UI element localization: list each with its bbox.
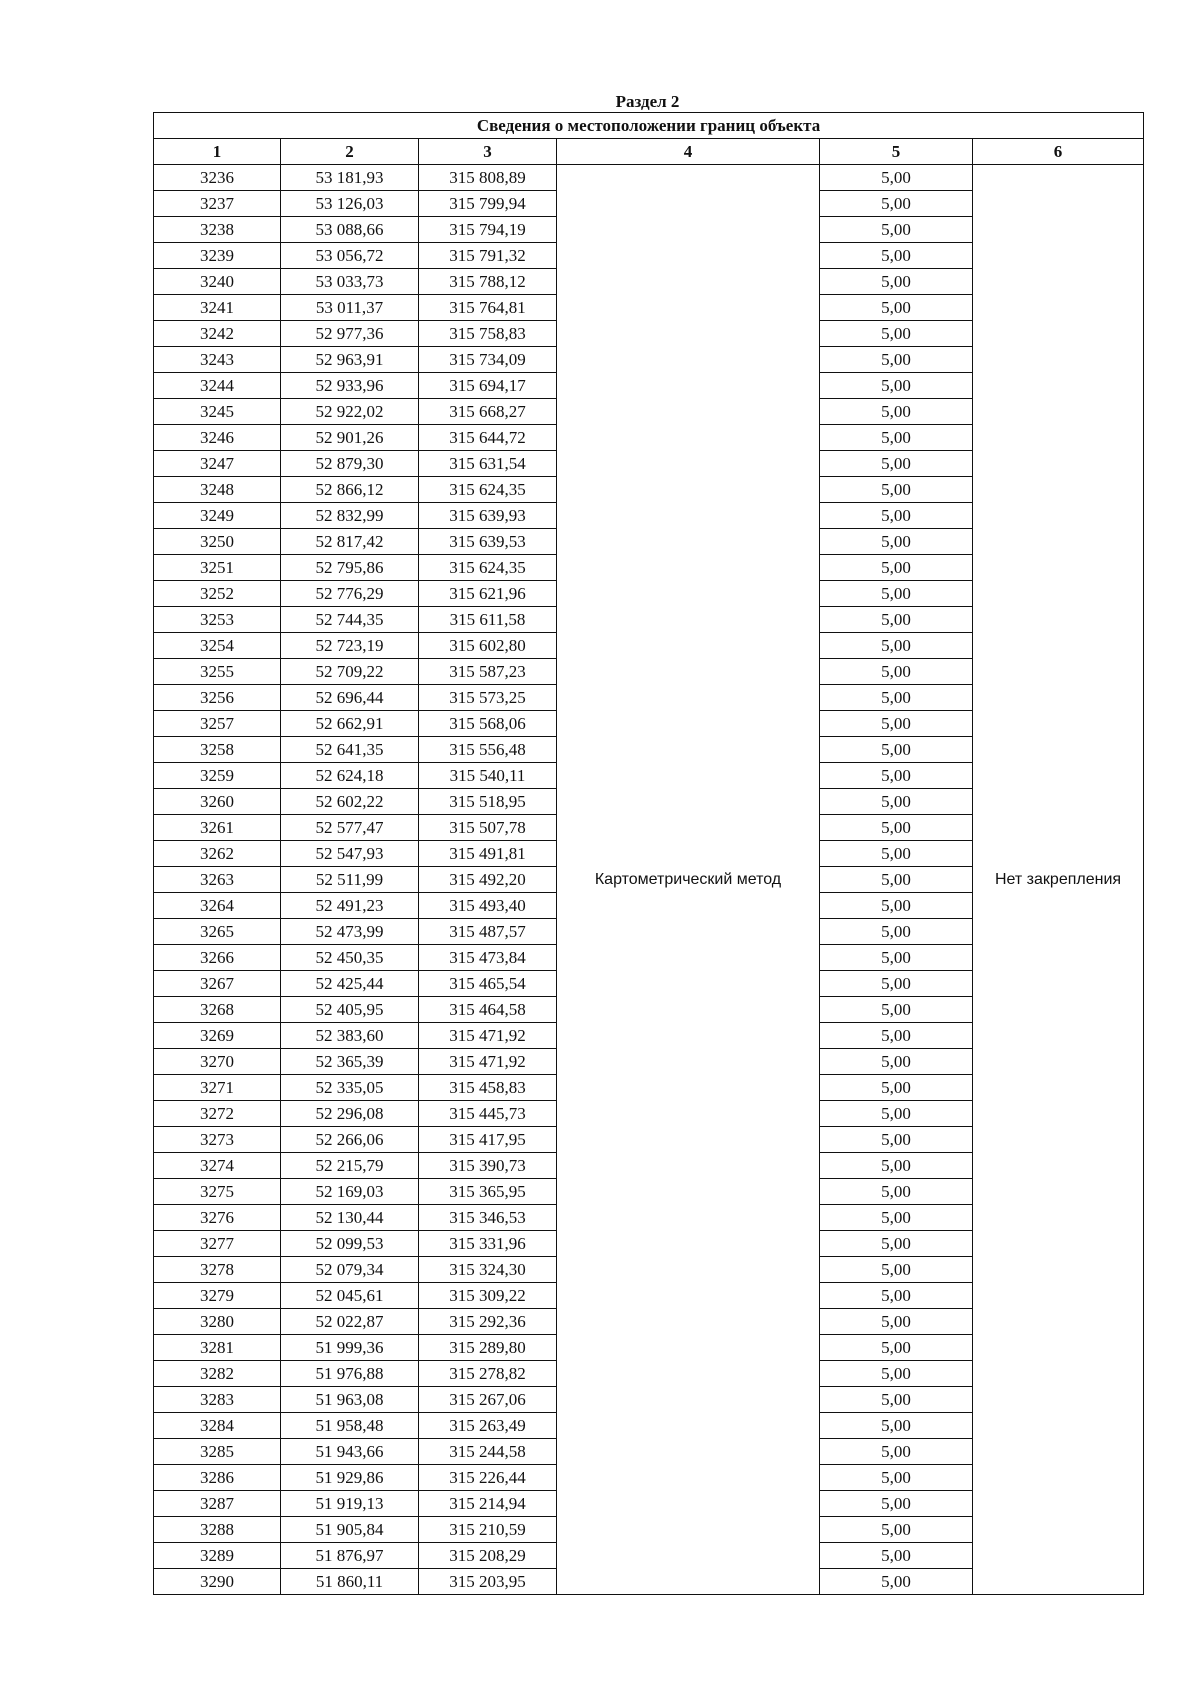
accuracy-cell: 5,00	[820, 815, 973, 841]
point-number-cell: 3250	[154, 529, 281, 555]
point-number-cell: 3284	[154, 1413, 281, 1439]
x-coordinate-cell: 53 088,66	[281, 217, 419, 243]
point-number-cell: 3286	[154, 1465, 281, 1491]
x-coordinate-cell: 53 056,72	[281, 243, 419, 269]
accuracy-cell: 5,00	[820, 1465, 973, 1491]
accuracy-cell: 5,00	[820, 659, 973, 685]
y-coordinate-cell: 315 208,29	[419, 1543, 557, 1569]
y-coordinate-cell: 315 694,17	[419, 373, 557, 399]
accuracy-cell: 5,00	[820, 1335, 973, 1361]
y-coordinate-cell: 315 602,80	[419, 633, 557, 659]
point-number-cell: 3290	[154, 1569, 281, 1595]
y-coordinate-cell: 315 465,54	[419, 971, 557, 997]
x-coordinate-cell: 52 624,18	[281, 763, 419, 789]
y-coordinate-cell: 315 518,95	[419, 789, 557, 815]
table-body	[154, 113, 1144, 1595]
x-coordinate-cell: 52 511,99	[281, 867, 419, 893]
x-coordinate-cell: 52 491,23	[281, 893, 419, 919]
x-coordinate-cell: 52 130,44	[281, 1205, 419, 1231]
point-number-cell: 3268	[154, 997, 281, 1023]
point-number-cell: 3255	[154, 659, 281, 685]
y-coordinate-cell: 315 473,84	[419, 945, 557, 971]
x-coordinate-cell: 52 169,03	[281, 1179, 419, 1205]
y-coordinate-cell: 315 668,27	[419, 399, 557, 425]
x-coordinate-cell: 52 425,44	[281, 971, 419, 997]
y-coordinate-cell: 315 210,59	[419, 1517, 557, 1543]
y-coordinate-cell: 315 214,94	[419, 1491, 557, 1517]
y-coordinate-cell: 315 487,57	[419, 919, 557, 945]
accuracy-cell: 5,00	[820, 451, 973, 477]
table-row	[154, 165, 1144, 191]
x-coordinate-cell: 52 022,87	[281, 1309, 419, 1335]
point-number-cell: 3253	[154, 607, 281, 633]
x-coordinate-cell: 51 919,13	[281, 1491, 419, 1517]
x-coordinate-cell: 52 933,96	[281, 373, 419, 399]
point-number-cell: 3258	[154, 737, 281, 763]
y-coordinate-cell: 315 365,95	[419, 1179, 557, 1205]
x-coordinate-cell: 51 999,36	[281, 1335, 419, 1361]
accuracy-cell: 5,00	[820, 1361, 973, 1387]
accuracy-cell: 5,00	[820, 1387, 973, 1413]
point-number-cell: 3270	[154, 1049, 281, 1075]
accuracy-cell: 5,00	[820, 1049, 973, 1075]
x-coordinate-cell: 52 547,93	[281, 841, 419, 867]
point-number-cell: 3246	[154, 425, 281, 451]
accuracy-cell: 5,00	[820, 685, 973, 711]
x-coordinate-cell: 53 033,73	[281, 269, 419, 295]
point-number-cell: 3279	[154, 1283, 281, 1309]
accuracy-cell: 5,00	[820, 269, 973, 295]
accuracy-cell: 5,00	[820, 503, 973, 529]
x-coordinate-cell: 51 976,88	[281, 1361, 419, 1387]
point-number-cell: 3260	[154, 789, 281, 815]
accuracy-cell: 5,00	[820, 633, 973, 659]
x-coordinate-cell: 52 817,42	[281, 529, 419, 555]
x-coordinate-cell: 52 776,29	[281, 581, 419, 607]
y-coordinate-cell: 315 568,06	[419, 711, 557, 737]
fixing-cell: Нет закрепления	[973, 165, 1144, 1595]
point-number-cell: 3267	[154, 971, 281, 997]
point-number-cell: 3242	[154, 321, 281, 347]
x-coordinate-cell: 52 723,19	[281, 633, 419, 659]
accuracy-cell: 5,00	[820, 477, 973, 503]
point-number-cell: 3262	[154, 841, 281, 867]
y-coordinate-cell: 315 621,96	[419, 581, 557, 607]
accuracy-cell: 5,00	[820, 711, 973, 737]
x-coordinate-cell: 51 929,86	[281, 1465, 419, 1491]
y-coordinate-cell: 315 324,30	[419, 1257, 557, 1283]
point-number-cell: 3276	[154, 1205, 281, 1231]
y-coordinate-cell: 315 289,80	[419, 1335, 557, 1361]
y-coordinate-cell: 315 244,58	[419, 1439, 557, 1465]
accuracy-cell: 5,00	[820, 555, 973, 581]
x-coordinate-cell: 52 641,35	[281, 737, 419, 763]
y-coordinate-cell: 315 471,92	[419, 1049, 557, 1075]
y-coordinate-cell: 315 587,23	[419, 659, 557, 685]
x-coordinate-cell: 52 977,36	[281, 321, 419, 347]
x-coordinate-cell: 52 795,86	[281, 555, 419, 581]
y-coordinate-cell: 315 573,25	[419, 685, 557, 711]
x-coordinate-cell: 52 866,12	[281, 477, 419, 503]
y-coordinate-cell: 315 263,49	[419, 1413, 557, 1439]
x-coordinate-cell: 53 126,03	[281, 191, 419, 217]
y-coordinate-cell: 315 808,89	[419, 165, 557, 191]
accuracy-cell: 5,00	[820, 1517, 973, 1543]
x-coordinate-cell: 52 450,35	[281, 945, 419, 971]
x-coordinate-cell: 52 215,79	[281, 1153, 419, 1179]
y-coordinate-cell: 315 458,83	[419, 1075, 557, 1101]
accuracy-cell: 5,00	[820, 1283, 973, 1309]
accuracy-cell: 5,00	[820, 1075, 973, 1101]
y-coordinate-cell: 315 417,95	[419, 1127, 557, 1153]
accuracy-cell: 5,00	[820, 867, 973, 893]
accuracy-cell: 5,00	[820, 581, 973, 607]
accuracy-cell: 5,00	[820, 919, 973, 945]
x-coordinate-cell: 51 876,97	[281, 1543, 419, 1569]
point-number-cell: 3274	[154, 1153, 281, 1179]
point-number-cell: 3272	[154, 1101, 281, 1127]
point-number-cell: 3240	[154, 269, 281, 295]
point-number-cell: 3266	[154, 945, 281, 971]
y-coordinate-cell: 315 758,83	[419, 321, 557, 347]
point-number-cell: 3257	[154, 711, 281, 737]
point-number-cell: 3243	[154, 347, 281, 373]
point-number-cell: 3273	[154, 1127, 281, 1153]
x-coordinate-cell: 53 011,37	[281, 295, 419, 321]
y-coordinate-cell: 315 507,78	[419, 815, 557, 841]
accuracy-cell: 5,00	[820, 1231, 973, 1257]
x-coordinate-cell: 52 922,02	[281, 399, 419, 425]
y-coordinate-cell: 315 346,53	[419, 1205, 557, 1231]
accuracy-cell: 5,00	[820, 1153, 973, 1179]
accuracy-cell: 5,00	[820, 841, 973, 867]
x-coordinate-cell: 52 602,22	[281, 789, 419, 815]
x-coordinate-cell: 52 266,06	[281, 1127, 419, 1153]
point-number-cell: 3271	[154, 1075, 281, 1101]
accuracy-cell: 5,00	[820, 1023, 973, 1049]
point-number-cell: 3283	[154, 1387, 281, 1413]
y-coordinate-cell: 315 331,96	[419, 1231, 557, 1257]
x-coordinate-cell: 52 045,61	[281, 1283, 419, 1309]
point-number-cell: 3278	[154, 1257, 281, 1283]
point-number-cell: 3269	[154, 1023, 281, 1049]
point-number-cell: 3247	[154, 451, 281, 477]
point-number-cell: 3241	[154, 295, 281, 321]
x-coordinate-cell: 51 905,84	[281, 1517, 419, 1543]
y-coordinate-cell: 315 445,73	[419, 1101, 557, 1127]
accuracy-cell: 5,00	[820, 347, 973, 373]
accuracy-cell: 5,00	[820, 321, 973, 347]
accuracy-cell: 5,00	[820, 1543, 973, 1569]
accuracy-cell: 5,00	[820, 217, 973, 243]
accuracy-cell: 5,00	[820, 893, 973, 919]
point-number-cell: 3287	[154, 1491, 281, 1517]
x-coordinate-cell: 52 963,91	[281, 347, 419, 373]
column-number-2: 2	[281, 139, 419, 165]
accuracy-cell: 5,00	[820, 1413, 973, 1439]
x-coordinate-cell: 52 577,47	[281, 815, 419, 841]
x-coordinate-cell: 53 181,93	[281, 165, 419, 191]
accuracy-cell: 5,00	[820, 789, 973, 815]
accuracy-cell: 5,00	[820, 1439, 973, 1465]
accuracy-cell: 5,00	[820, 373, 973, 399]
column-number-row	[154, 139, 1144, 165]
x-coordinate-cell: 52 744,35	[281, 607, 419, 633]
point-number-cell: 3238	[154, 217, 281, 243]
accuracy-cell: 5,00	[820, 607, 973, 633]
point-number-cell: 3285	[154, 1439, 281, 1465]
point-number-cell: 3265	[154, 919, 281, 945]
y-coordinate-cell: 315 624,35	[419, 477, 557, 503]
y-coordinate-cell: 315 309,22	[419, 1283, 557, 1309]
y-coordinate-cell: 315 492,20	[419, 867, 557, 893]
point-number-cell: 3281	[154, 1335, 281, 1361]
y-coordinate-cell: 315 791,32	[419, 243, 557, 269]
y-coordinate-cell: 315 278,82	[419, 1361, 557, 1387]
point-number-cell: 3248	[154, 477, 281, 503]
accuracy-cell: 5,00	[820, 1257, 973, 1283]
accuracy-cell: 5,00	[820, 425, 973, 451]
y-coordinate-cell: 315 493,40	[419, 893, 557, 919]
y-coordinate-cell: 315 639,53	[419, 529, 557, 555]
accuracy-cell: 5,00	[820, 971, 973, 997]
point-number-cell: 3280	[154, 1309, 281, 1335]
x-coordinate-cell: 52 696,44	[281, 685, 419, 711]
column-number-4: 4	[557, 139, 820, 165]
accuracy-cell: 5,00	[820, 1179, 973, 1205]
point-number-cell: 3263	[154, 867, 281, 893]
point-number-cell: 3254	[154, 633, 281, 659]
caption-row	[154, 113, 1144, 139]
boundary-table	[153, 112, 1144, 1595]
accuracy-cell: 5,00	[820, 399, 973, 425]
x-coordinate-cell: 51 958,48	[281, 1413, 419, 1439]
point-number-cell: 3237	[154, 191, 281, 217]
x-coordinate-cell: 52 383,60	[281, 1023, 419, 1049]
accuracy-cell: 5,00	[820, 165, 973, 191]
point-number-cell: 3277	[154, 1231, 281, 1257]
point-number-cell: 3256	[154, 685, 281, 711]
point-number-cell: 3236	[154, 165, 281, 191]
point-number-cell: 3239	[154, 243, 281, 269]
point-number-cell: 3252	[154, 581, 281, 607]
x-coordinate-cell: 52 365,39	[281, 1049, 419, 1075]
y-coordinate-cell: 315 799,94	[419, 191, 557, 217]
x-coordinate-cell: 52 099,53	[281, 1231, 419, 1257]
y-coordinate-cell: 315 639,93	[419, 503, 557, 529]
y-coordinate-cell: 315 540,11	[419, 763, 557, 789]
y-coordinate-cell: 315 631,54	[419, 451, 557, 477]
accuracy-cell: 5,00	[820, 997, 973, 1023]
y-coordinate-cell: 315 556,48	[419, 737, 557, 763]
point-number-cell: 3245	[154, 399, 281, 425]
x-coordinate-cell: 51 943,66	[281, 1439, 419, 1465]
column-number-3: 3	[419, 139, 557, 165]
x-coordinate-cell: 52 709,22	[281, 659, 419, 685]
accuracy-cell: 5,00	[820, 529, 973, 555]
accuracy-cell: 5,00	[820, 243, 973, 269]
y-coordinate-cell: 315 203,95	[419, 1569, 557, 1595]
x-coordinate-cell: 52 832,99	[281, 503, 419, 529]
table-caption: Сведения о местоположении границ объекта	[154, 113, 1144, 139]
section-title: Раздел 2	[615, 92, 680, 111]
y-coordinate-cell: 315 611,58	[419, 607, 557, 633]
x-coordinate-cell: 52 079,34	[281, 1257, 419, 1283]
x-coordinate-cell: 51 963,08	[281, 1387, 419, 1413]
y-coordinate-cell: 315 624,35	[419, 555, 557, 581]
x-coordinate-cell: 52 879,30	[281, 451, 419, 477]
y-coordinate-cell: 315 267,06	[419, 1387, 557, 1413]
point-number-cell: 3249	[154, 503, 281, 529]
accuracy-cell: 5,00	[820, 295, 973, 321]
y-coordinate-cell: 315 794,19	[419, 217, 557, 243]
column-number-6: 6	[973, 139, 1144, 165]
y-coordinate-cell: 315 464,58	[419, 997, 557, 1023]
point-number-cell: 3264	[154, 893, 281, 919]
y-coordinate-cell: 315 788,12	[419, 269, 557, 295]
method-cell: Картометрический метод	[557, 165, 820, 1595]
accuracy-cell: 5,00	[820, 945, 973, 971]
point-number-cell: 3261	[154, 815, 281, 841]
point-number-cell: 3289	[154, 1543, 281, 1569]
x-coordinate-cell: 52 296,08	[281, 1101, 419, 1127]
point-number-cell: 3288	[154, 1517, 281, 1543]
x-coordinate-cell: 52 901,26	[281, 425, 419, 451]
point-number-cell: 3251	[154, 555, 281, 581]
accuracy-cell: 5,00	[820, 1101, 973, 1127]
accuracy-cell: 5,00	[820, 1569, 973, 1595]
accuracy-cell: 5,00	[820, 737, 973, 763]
accuracy-cell: 5,00	[820, 1127, 973, 1153]
point-number-cell: 3275	[154, 1179, 281, 1205]
accuracy-cell: 5,00	[820, 191, 973, 217]
x-coordinate-cell: 51 860,11	[281, 1569, 419, 1595]
x-coordinate-cell: 52 662,91	[281, 711, 419, 737]
y-coordinate-cell: 315 491,81	[419, 841, 557, 867]
column-number-5: 5	[820, 139, 973, 165]
x-coordinate-cell: 52 473,99	[281, 919, 419, 945]
y-coordinate-cell: 315 390,73	[419, 1153, 557, 1179]
y-coordinate-cell: 315 471,92	[419, 1023, 557, 1049]
accuracy-cell: 5,00	[820, 1491, 973, 1517]
y-coordinate-cell: 315 292,36	[419, 1309, 557, 1335]
accuracy-cell: 5,00	[820, 1205, 973, 1231]
y-coordinate-cell: 315 226,44	[419, 1465, 557, 1491]
y-coordinate-cell: 315 644,72	[419, 425, 557, 451]
accuracy-cell: 5,00	[820, 763, 973, 789]
x-coordinate-cell: 52 335,05	[281, 1075, 419, 1101]
point-number-cell: 3282	[154, 1361, 281, 1387]
point-number-cell: 3259	[154, 763, 281, 789]
y-coordinate-cell: 315 764,81	[419, 295, 557, 321]
point-number-cell: 3244	[154, 373, 281, 399]
x-coordinate-cell: 52 405,95	[281, 997, 419, 1023]
column-number-1: 1	[154, 139, 281, 165]
accuracy-cell: 5,00	[820, 1309, 973, 1335]
y-coordinate-cell: 315 734,09	[419, 347, 557, 373]
